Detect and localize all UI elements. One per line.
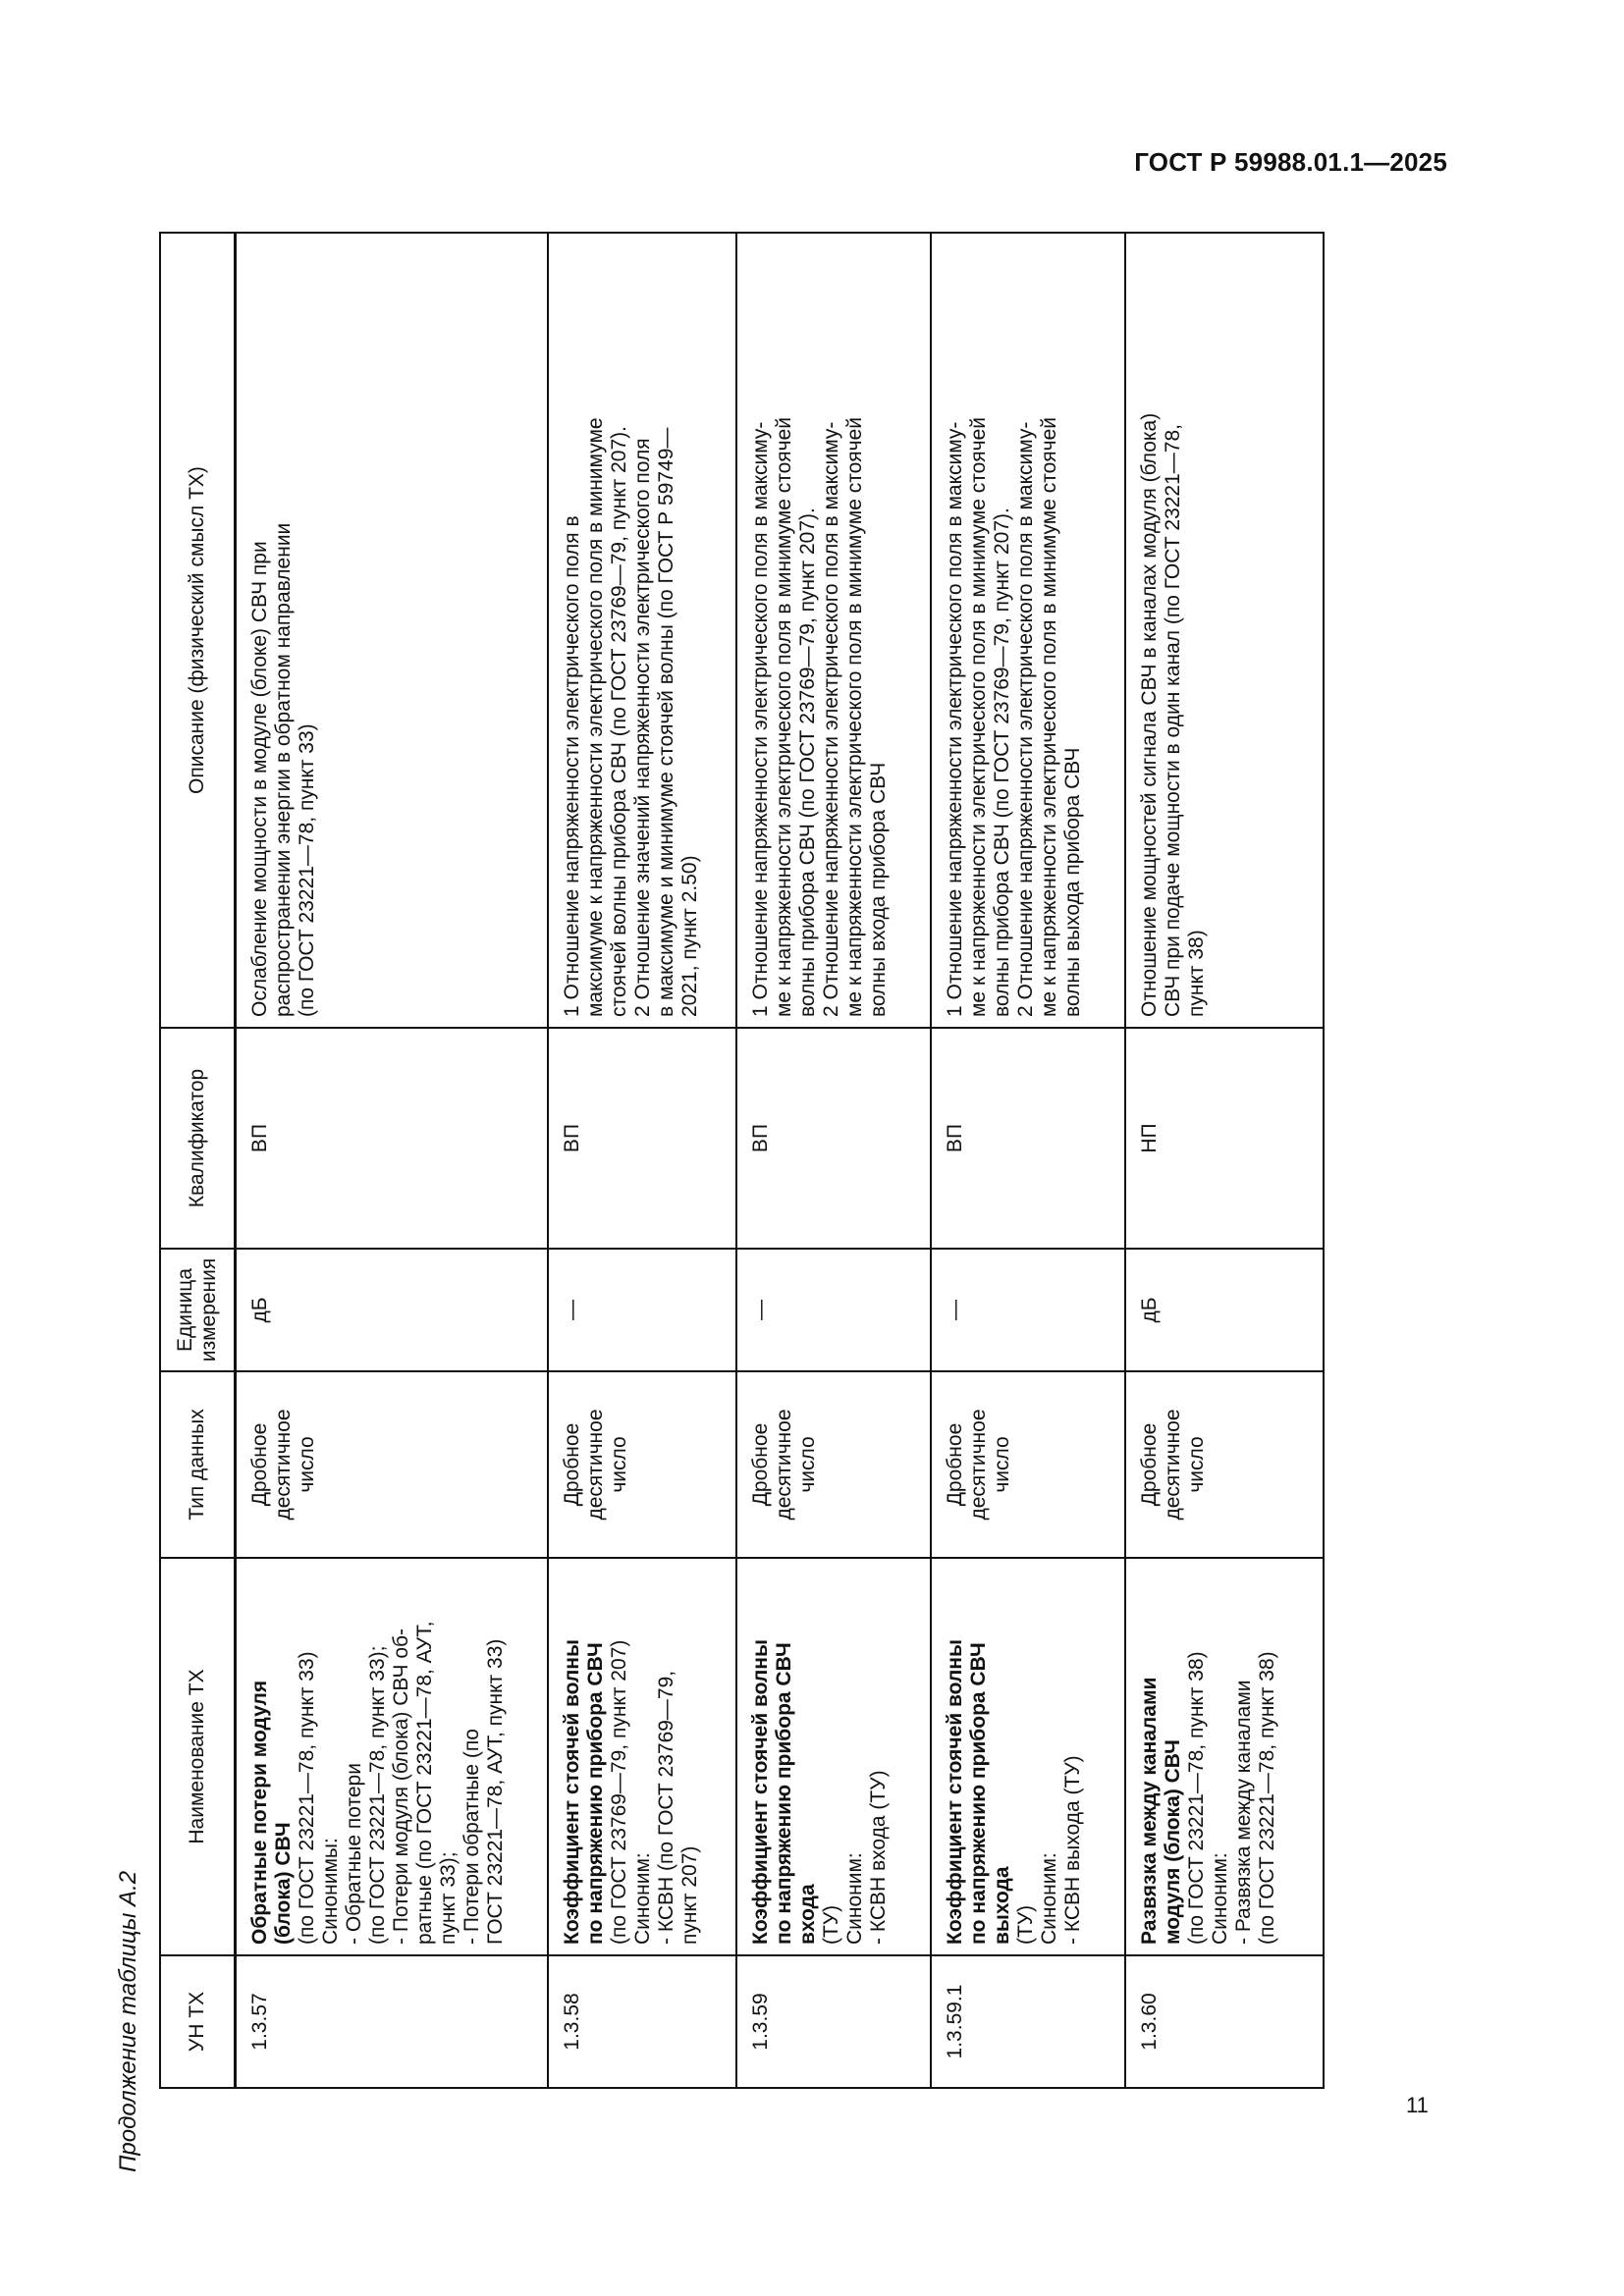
type-line: десятичное — [772, 1409, 795, 1521]
description-line: Ослабление мощности в модуле (блоке) СВЧ при — [248, 541, 271, 1017]
description-line: распространении энергии в обратном направлении — [272, 522, 295, 1017]
name-line: Синоним: — [630, 1852, 654, 1945]
description-line: (по ГОСТ 23221—78, пункт 33) — [296, 723, 318, 1017]
cell-id: 1.3.58 — [548, 1955, 736, 2088]
table-row — [736, 233, 931, 2088]
name-line: модуля (блока) СВЧ — [1161, 1739, 1184, 1945]
cell-type — [931, 1371, 1125, 1558]
type-line: Дробное — [560, 1422, 583, 1507]
cell-qualifier: НП — [1125, 1028, 1324, 1249]
description-line: ме к напряженности электрического поля в минимуме стоячей — [966, 417, 990, 1017]
cell-id: 1.3.59 — [736, 1955, 931, 2088]
name-line: (блока) СВЧ — [272, 1822, 295, 1945]
cell-description — [931, 233, 1125, 1028]
name-line: Синоним: — [1208, 1852, 1231, 1945]
name-line: - КСВН (по ГОСТ 23769—79, — [654, 1670, 677, 1945]
name-line: по напряжению прибора СВЧ — [772, 1642, 795, 1945]
cell-type — [548, 1371, 736, 1558]
column-header-qualifier: Квалификатор — [160, 1028, 236, 1249]
name-line: Обратные потери модуля — [248, 1680, 271, 1945]
description-line: 2 Отношение напряженности электрического поля в максиму- — [819, 421, 842, 1017]
table-header-row — [160, 233, 236, 2088]
cell-unit: дБ — [236, 1249, 548, 1371]
column-header-id: УН ТХ — [160, 1955, 236, 2088]
cell-description — [1125, 233, 1324, 1028]
table-row — [1125, 233, 1324, 2088]
name-line: - КСВН выхода (ТУ) — [1060, 1755, 1084, 1945]
type-line: десятичное — [583, 1409, 607, 1521]
name-line: Коэффициент стоячей волны — [748, 1639, 772, 1945]
document-code: ГОСТ Р 59988.01.1—2025 — [1134, 147, 1447, 177]
name-line: Развязка между каналами — [1137, 1677, 1161, 1945]
description-line: Отношение мощностей сигнала СВЧ в каналах модуля (блока) — [1137, 412, 1161, 1017]
name-line: пункт 207) — [677, 1845, 701, 1945]
type-line: число — [607, 1436, 630, 1493]
cell-qualifier: ВП — [931, 1028, 1125, 1249]
column-header-unit: Единица измерения — [160, 1249, 236, 1371]
description-line: 2 Отношение значений напряженности электрического поля — [630, 438, 654, 1017]
cell-description — [548, 233, 736, 1028]
cell-name — [931, 1558, 1125, 1955]
cell-description — [736, 233, 931, 1028]
cell-type — [736, 1371, 931, 1558]
name-line: (ТУ) — [1013, 1904, 1037, 1945]
name-line: Синоним: — [842, 1852, 866, 1945]
description-line: максимуме к напряженности электрического поля в минимуме — [583, 417, 607, 1017]
type-line: число — [795, 1436, 819, 1493]
cell-type — [1125, 1371, 1324, 1558]
column-header-type: Тип данных — [160, 1371, 236, 1558]
type-line: число — [990, 1436, 1013, 1493]
table-row — [931, 233, 1125, 2088]
cell-unit: — — [736, 1249, 931, 1371]
name-line: - Обратные потери — [343, 1763, 365, 1945]
type-line: Дробное — [943, 1422, 966, 1507]
page-number: 11 — [1406, 2093, 1429, 2117]
description-line: волны входа прибора СВЧ — [866, 762, 890, 1017]
description-line: волны прибора СВЧ (по ГОСТ 23769—79, пункт 207). — [795, 507, 819, 1017]
column-header-name: Наименование ТХ — [160, 1558, 236, 1955]
description-line: ме к напряженности электрического поля в минимуме стоячей — [1037, 417, 1060, 1017]
name-line: Синонимы: — [319, 1838, 342, 1945]
cell-unit: дБ — [1125, 1249, 1324, 1371]
description-line: пункт 38) — [1184, 930, 1208, 1017]
characteristics-table — [159, 232, 1325, 2089]
cell-name — [1125, 1558, 1324, 1955]
description-line: 2021, пункт 2.50) — [677, 855, 701, 1017]
description-line: стоячей волны прибора СВЧ (по ГОСТ 23769—79, пункт 207). — [607, 426, 630, 1017]
type-line: Дробное — [248, 1422, 271, 1507]
description-line: ме к напряженности электрического поля в минимуме стоячей — [842, 417, 866, 1017]
name-line: Коэффициент стоячей волны — [560, 1639, 583, 1945]
name-line: - Потери обратные (по — [460, 1729, 483, 1945]
cell-name — [736, 1558, 931, 1955]
name-line: Синоним: — [1037, 1852, 1060, 1945]
description-line: волны выхода прибора СВЧ — [1060, 747, 1084, 1017]
cell-id: 1.3.57 — [236, 1955, 548, 2088]
type-line: Дробное — [1137, 1422, 1161, 1507]
cell-id: 1.3.59.1 — [931, 1955, 1125, 2088]
cell-unit: — — [548, 1249, 736, 1371]
name-line: - Развязка между каналами — [1231, 1680, 1255, 1945]
type-line: десятичное — [966, 1409, 990, 1521]
name-line: (по ГОСТ 23221—78, пункт 33); — [366, 1645, 389, 1945]
type-line: Дробное — [748, 1422, 772, 1507]
name-line: Коэффициент стоячей волны — [943, 1639, 966, 1945]
column-header-description: Описание (физический смысл ТХ) — [160, 233, 236, 1028]
cell-unit: — — [931, 1249, 1125, 1371]
type-line: десятичное — [1161, 1409, 1184, 1521]
name-line: (по ГОСТ 23221—78, пункт 38) — [1184, 1651, 1208, 1945]
rotated-table-wrapper — [159, 234, 1316, 2089]
name-line: (по ГОСТ 23221—78, пункт 38) — [1255, 1651, 1278, 1945]
description-line: 1 Отношение напряженности электрического поля в — [560, 515, 583, 1017]
description-line: СВЧ при подаче мощности в один канал (по ГОСТ 23221—78, — [1161, 424, 1184, 1017]
type-line: число — [296, 1436, 318, 1493]
description-line: 1 Отношение напряженности электрического поля в максиму- — [748, 421, 772, 1017]
name-line: - Потери модуля (блока) СВЧ об- — [390, 1628, 412, 1945]
cell-description — [236, 233, 548, 1028]
name-line: по напряжению прибора СВЧ — [583, 1642, 607, 1945]
name-line: ратные (по ГОСТ 23221—78, АУТ, — [413, 1621, 436, 1945]
cell-name — [236, 1558, 548, 1955]
name-line: ГОСТ 23221—78, АУТ, пункт 33) — [484, 1638, 507, 1945]
name-line: пункт 33); — [437, 1851, 460, 1945]
description-line: 1 Отношение напряженности электрического поля в максиму- — [943, 421, 966, 1017]
type-line: число — [1184, 1436, 1208, 1493]
name-line: (по ГОСТ 23769—79, пункт 207) — [607, 1639, 630, 1945]
table-body — [236, 233, 1324, 2088]
description-line: волны прибора СВЧ (по ГОСТ 23769—79, пункт 207). — [990, 507, 1013, 1017]
name-line: (по ГОСТ 23221—78, пункт 33) — [296, 1651, 318, 1945]
cell-name — [548, 1558, 736, 1955]
name-line: входа — [795, 1884, 819, 1945]
type-line: десятичное — [272, 1409, 295, 1521]
description-line: 2 Отношение напряженности электрического поля в максиму- — [1013, 421, 1037, 1017]
name-line: выхода — [990, 1866, 1013, 1945]
cell-id: 1.3.60 — [1125, 1955, 1324, 2088]
name-line: по напряжению прибора СВЧ — [966, 1642, 990, 1945]
description-line: в максимуме и минимуме стоячей волны (по ГОСТ Р 59749— — [654, 427, 677, 1017]
name-line: - КСВН входа (ТУ) — [866, 1770, 890, 1945]
cell-type — [236, 1371, 548, 1558]
table-caption: Продолжение таблицы А.2 — [115, 1870, 141, 2172]
cell-qualifier: ВП — [736, 1028, 931, 1249]
table-row — [548, 233, 736, 2088]
cell-qualifier: ВП — [236, 1028, 548, 1249]
description-line: ме к напряженности электрического поля в минимуме стоячей — [772, 417, 795, 1017]
table-row — [236, 233, 548, 2088]
cell-qualifier: ВП — [548, 1028, 736, 1249]
name-line: (ТУ) — [819, 1904, 842, 1945]
